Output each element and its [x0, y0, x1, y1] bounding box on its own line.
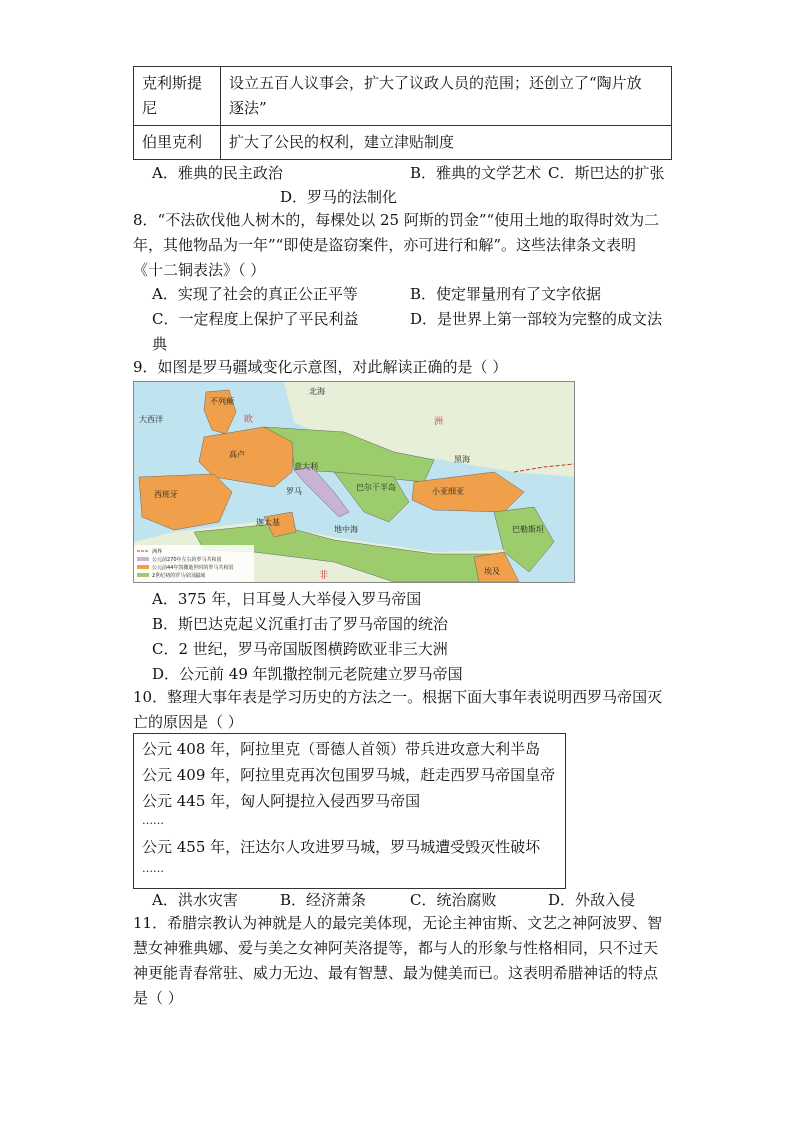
q9-stem: 9．如图是罗马疆域变化示意图，对此解读正确的是（ ）	[133, 358, 508, 376]
q11-line1: 11．希腊宗教认为神就是人的最完美体现，无论主神宙斯、文艺之神阿波罗、智	[133, 914, 663, 932]
q10-option-b: B．经济萧条	[280, 891, 367, 909]
table-cell-name: 克利斯提 尼	[134, 67, 221, 126]
table-row	[134, 126, 672, 160]
map-label-balkan: 巴尔干半岛	[356, 483, 396, 492]
q7-option-a: A．雅典的民主政治	[152, 164, 283, 182]
q8-stem-line2: 年，其他物品为一年”“即使是盗窃案件，亦可进行和解”。这些法律条文表明	[133, 236, 637, 254]
q10-option-a: A．洪水灾害	[152, 891, 238, 909]
q9-option-c: C．2 世纪，罗马帝国版图横跨欧亚非三大洲	[152, 640, 448, 658]
q10-option-c: C．统治腐败	[410, 891, 497, 909]
timeline-event: 公元 455 年，汪达尔人攻进罗马城，罗马城遭受毁灭性破坏	[142, 838, 541, 856]
q7-option-c: C．斯巴达的扩张	[548, 164, 665, 182]
q8-option-a: A．实现了社会的真正公正平等	[152, 285, 358, 303]
q9-option-b: B．斯巴达克起义沉重打击了罗马帝国的统治	[152, 615, 449, 633]
q8-option-b: B．使定罪量刑有了文字依据	[410, 285, 602, 303]
map-label-judea: 巴勒斯坦	[512, 525, 544, 534]
map-label-atlantic: 大西洋	[139, 415, 163, 424]
q8-option-d: D．是世界上第一部较为完整的成文法	[410, 310, 663, 328]
map-label-carthage: 迦太基	[256, 518, 280, 527]
map-label-egypt: 埃及	[484, 567, 500, 576]
legend-item: 洲界	[152, 549, 163, 555]
table-cell-name: 伯里克利	[134, 126, 221, 160]
timeline-event: 公元 445 年，匈人阿提拉入侵西罗马帝国	[142, 792, 421, 810]
map-label-black-sea: 黑海	[454, 455, 470, 464]
q7-option-b: B．雅典的文学艺术	[410, 164, 542, 182]
table-row	[134, 67, 672, 126]
map-label-africa: 非	[319, 571, 329, 581]
map-label-britain: 不列颠	[210, 397, 234, 406]
map-label-med: 地中海	[334, 525, 358, 534]
timeline-ellipsis: ……	[142, 862, 164, 875]
q9-option-d: D．公元前 49 年凯撒控制元老院建立罗马帝国	[152, 665, 463, 683]
q8-option-d-cont: 典	[152, 335, 168, 353]
q11-line4: 是（ ）	[133, 989, 183, 1007]
map-label-north-sea: 北海	[309, 387, 325, 396]
roman-territory-map	[133, 381, 575, 583]
q10-stem-line1: 10．整理大事年表是学习历史的方法之一。根据下面大事年表说明西罗马帝国灭	[133, 688, 663, 706]
q8-stem-line1: 8．“不法砍伐他人树木的，每棵处以 25 阿斯的罚金”“使用土地的取得时效为二	[133, 211, 660, 229]
legend-item: 公元前270年左右的罗马共和国	[152, 557, 222, 563]
timeline-box	[133, 733, 566, 889]
q7-option-d: D．罗马的法制化	[280, 188, 398, 206]
legend-item: 2世纪初的罗马帝国疆域	[152, 573, 206, 579]
q9-option-a: A．375 年，日耳曼人大举侵入罗马帝国	[152, 590, 422, 608]
map-label-europe: 欧	[244, 415, 254, 425]
reformers-table	[133, 66, 672, 160]
q11-line3: 神更能青春常驻、威力无边、最有智慧、最为健美而已。这表明希腊神话的特点	[133, 964, 659, 982]
table-cell-desc: 扩大了公民的权利，建立津贴制度	[221, 126, 672, 160]
table-cell-desc: 设立五百人议事会，扩大了议政人员的范围；还创立了“陶片放 逐法”	[221, 67, 672, 126]
q10-option-d: D．外敌入侵	[548, 891, 636, 909]
map-label-continent: 洲	[434, 417, 444, 427]
map-label-spain: 西班牙	[154, 490, 178, 499]
map-label-italy: 意大利	[294, 462, 318, 471]
timeline-ellipsis: ……	[142, 814, 164, 827]
timeline-event: 公元 409 年，阿拉里克再次包围罗马城，赶走西罗马帝国皇帝	[142, 766, 556, 784]
q8-option-c: C．一定程度上保护了平民利益	[152, 310, 359, 328]
map-label-asia-minor: 小亚细亚	[432, 487, 464, 496]
q10-stem-line2: 亡的原因是（ ）	[133, 713, 243, 731]
map-label-rome: 罗马	[286, 487, 302, 496]
legend-item: 公元前44年凯撒逝世时的罗马共和国	[152, 565, 234, 571]
timeline-event: 公元 408 年，阿拉里克（哥德人首领）带兵进攻意大利半岛	[142, 740, 541, 758]
q8-stem-line3: 《十二铜表法》（ ）	[133, 261, 266, 279]
map-label-gaul: 高卢	[229, 450, 245, 459]
q11-line2: 慧女神雅典娜、爱与美之女神阿芙洛提等，都与人的形象与性格相同，只不过天	[133, 939, 659, 957]
